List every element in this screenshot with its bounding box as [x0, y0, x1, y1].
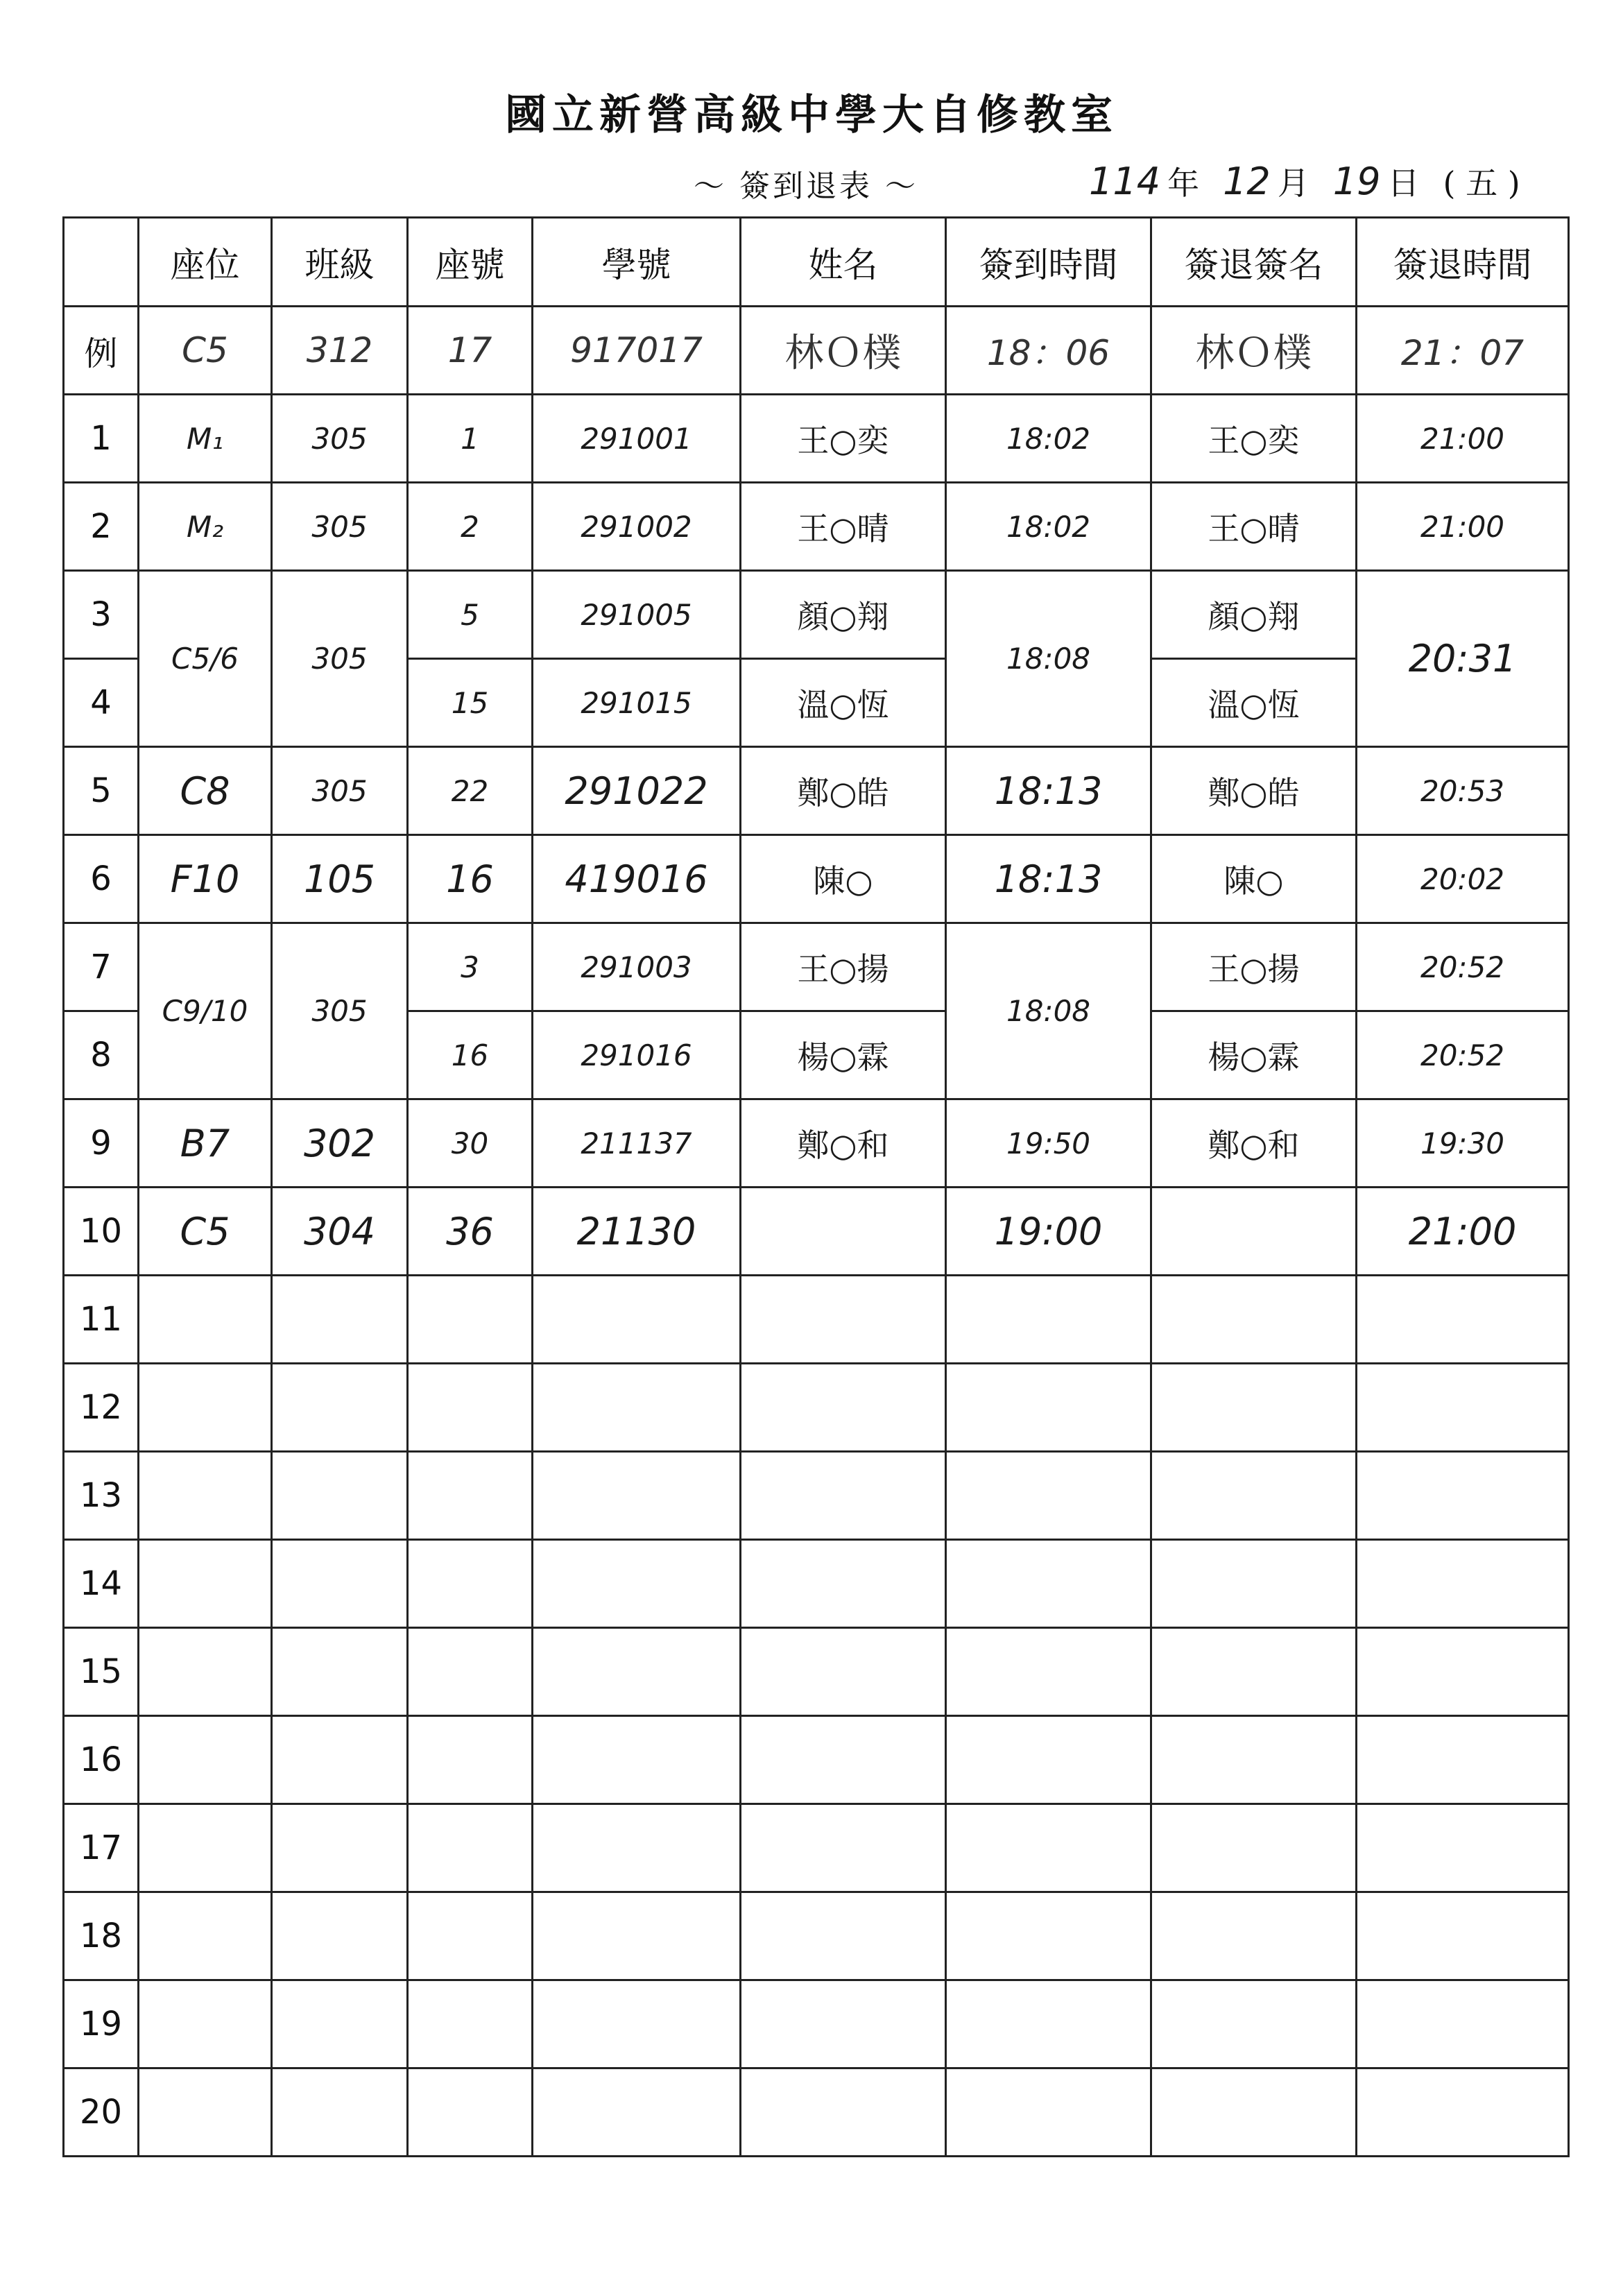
cell-class — [272, 1804, 408, 1892]
col-header-seat: 座位 — [139, 218, 272, 307]
cell-checkin — [946, 1804, 1151, 1892]
cell-checkout-sign: 鄭○皓 — [1151, 747, 1357, 835]
cell-seat — [139, 1628, 272, 1716]
example-student-id: 917017 — [533, 307, 741, 395]
row-number: 11 — [64, 1276, 139, 1364]
date-month: 12 — [1223, 160, 1271, 203]
cell-name: 溫○恆 — [741, 659, 946, 747]
cell-checkout-time: 19:30 — [1357, 1099, 1569, 1188]
row-number: 10 — [64, 1188, 139, 1276]
cell-checkin — [946, 1276, 1151, 1364]
row-number: 14 — [64, 1540, 139, 1628]
row-number: 5 — [64, 747, 139, 835]
cell-number: 3 — [408, 923, 533, 1011]
cell-class — [272, 2068, 408, 2157]
row-number: 2 — [64, 483, 139, 571]
cell-name: 顏○翔 — [741, 571, 946, 659]
table-row — [64, 1892, 1569, 1980]
cell-name: 鄭○和 — [741, 1099, 946, 1188]
cell-checkout-time: 20:52 — [1357, 923, 1569, 1011]
row-number: 6 — [64, 835, 139, 923]
cell-class — [272, 1540, 408, 1628]
table-row — [64, 1099, 1569, 1188]
cell-checkout-time — [1357, 2068, 1569, 2157]
cell-class: 305 — [272, 923, 408, 1099]
col-header-checkin-time: 簽到時間 — [946, 218, 1151, 307]
cell-checkout-time: 21:00 — [1357, 483, 1569, 571]
cell-checkout-sign: 王○晴 — [1151, 483, 1357, 571]
cell-class: 302 — [272, 1099, 408, 1188]
cell-checkin: 18:13 — [946, 747, 1151, 835]
cell-checkout-time: 20:02 — [1357, 835, 1569, 923]
cell-checkout-sign — [1151, 1364, 1357, 1452]
cell-number: 16 — [408, 1011, 533, 1099]
cell-name: 王○奕 — [741, 395, 946, 483]
cell-checkout-sign — [1151, 2068, 1357, 2157]
cell-name: 王○晴 — [741, 483, 946, 571]
cell-number: 2 — [408, 483, 533, 571]
cell-checkout-sign — [1151, 1276, 1357, 1364]
cell-seat: C9/10 — [139, 923, 272, 1099]
cell-seat — [139, 1276, 272, 1364]
date-year: 114 — [1089, 160, 1161, 203]
col-header-number: 座號 — [408, 218, 533, 307]
cell-seat — [139, 1716, 272, 1804]
table-row — [64, 747, 1569, 835]
table-row — [64, 2068, 1569, 2157]
cell-class — [272, 1628, 408, 1716]
cell-class: 305 — [272, 483, 408, 571]
date-day: 19 — [1332, 160, 1381, 203]
cell-number: 15 — [408, 659, 533, 747]
cell-seat: C5/6 — [139, 571, 272, 747]
cell-checkout-sign: 楊○霖 — [1151, 1011, 1357, 1099]
cell-number — [408, 2068, 533, 2157]
row-number: 7 — [64, 923, 139, 1011]
cell-class: 105 — [272, 835, 408, 923]
cell-checkin: 18:02 — [946, 483, 1151, 571]
table-row — [64, 1364, 1569, 1452]
cell-name — [741, 1452, 946, 1540]
cell-seat: M₂ — [139, 483, 272, 571]
cell-checkout-time: 21:00 — [1357, 1188, 1569, 1276]
cell-number — [408, 1804, 533, 1892]
cell-student-id: 291002 — [533, 483, 741, 571]
row-number: 19 — [64, 1980, 139, 2068]
example-checkout-time: 21：07 — [1357, 307, 1569, 395]
cell-class — [272, 1276, 408, 1364]
table-row — [64, 483, 1569, 571]
cell-number — [408, 1540, 533, 1628]
cell-number — [408, 1452, 533, 1540]
header-row — [64, 218, 1569, 307]
cell-number — [408, 1364, 533, 1452]
cell-class — [272, 1716, 408, 1804]
month-label: 月 — [1277, 164, 1309, 202]
cell-checkin: 18:13 — [946, 835, 1151, 923]
cell-class: 305 — [272, 747, 408, 835]
cell-student-id — [533, 1980, 741, 2068]
table-row — [64, 1980, 1569, 2068]
cell-checkin: 19:50 — [946, 1099, 1151, 1188]
row-number: 18 — [64, 1892, 139, 1980]
cell-student-id — [533, 1276, 741, 1364]
example-row — [64, 307, 1569, 395]
example-name: 林Ｏ樸 — [741, 307, 946, 395]
cell-checkin — [946, 1628, 1151, 1716]
cell-seat — [139, 1980, 272, 2068]
cell-student-id — [533, 1716, 741, 1804]
row-number: 8 — [64, 1011, 139, 1099]
cell-name: 陳○ — [741, 835, 946, 923]
cell-checkout-sign: 鄭○和 — [1151, 1099, 1357, 1188]
cell-number: 5 — [408, 571, 533, 659]
cell-checkout-sign — [1151, 1540, 1357, 1628]
cell-name — [741, 1540, 946, 1628]
cell-seat — [139, 1804, 272, 1892]
cell-name — [741, 1804, 946, 1892]
cell-name: 王○揚 — [741, 923, 946, 1011]
cell-checkout-sign: 王○奕 — [1151, 395, 1357, 483]
cell-seat — [139, 1892, 272, 1980]
example-label: 例 — [64, 307, 139, 395]
cell-number: 36 — [408, 1188, 533, 1276]
cell-number — [408, 1276, 533, 1364]
cell-seat: M₁ — [139, 395, 272, 483]
table-row — [64, 395, 1569, 483]
example-number: 17 — [408, 307, 533, 395]
date-line — [1089, 158, 1520, 204]
cell-class — [272, 1892, 408, 1980]
table-row — [64, 1628, 1569, 1716]
col-header-student-id: 學號 — [533, 218, 741, 307]
cell-student-id: 21130 — [533, 1188, 741, 1276]
row-number: 13 — [64, 1452, 139, 1540]
cell-checkout-sign: 王○揚 — [1151, 923, 1357, 1011]
table-row — [64, 1540, 1569, 1628]
cell-number — [408, 1628, 533, 1716]
table-row — [64, 1716, 1569, 1804]
cell-checkout-sign — [1151, 1892, 1357, 1980]
cell-student-id — [533, 2068, 741, 2157]
row-number: 15 — [64, 1628, 139, 1716]
cell-name — [741, 1980, 946, 2068]
cell-seat — [139, 1364, 272, 1452]
table-row — [64, 571, 1569, 659]
cell-checkin — [946, 1452, 1151, 1540]
cell-class — [272, 1364, 408, 1452]
cell-student-id — [533, 1364, 741, 1452]
cell-student-id: 211137 — [533, 1099, 741, 1188]
cell-student-id: 291003 — [533, 923, 741, 1011]
form-subtitle: ～ 簽到退表 ～ — [694, 169, 918, 204]
row-number: 12 — [64, 1364, 139, 1452]
cell-seat: B7 — [139, 1099, 272, 1188]
row-number: 16 — [64, 1716, 139, 1804]
cell-number: 1 — [408, 395, 533, 483]
cell-student-id — [533, 1628, 741, 1716]
cell-seat: F10 — [139, 835, 272, 923]
cell-seat — [139, 1540, 272, 1628]
page-title: 國立新營高級中學大自修教室 — [505, 91, 1118, 139]
cell-class: 304 — [272, 1188, 408, 1276]
cell-checkout-sign: 溫○恆 — [1151, 659, 1357, 747]
example-checkout-sign: 林Ｏ樸 — [1151, 307, 1357, 395]
cell-checkout-sign — [1151, 1804, 1357, 1892]
date-weekday: ( 五 ) — [1443, 164, 1520, 202]
cell-checkout-sign — [1151, 1452, 1357, 1540]
table-row — [64, 1804, 1569, 1892]
cell-checkin: 19:00 — [946, 1188, 1151, 1276]
cell-class: 305 — [272, 395, 408, 483]
cell-checkin: 18:08 — [946, 571, 1151, 747]
row-number: 3 — [64, 571, 139, 659]
cell-student-id — [533, 1804, 741, 1892]
row-number: 4 — [64, 659, 139, 747]
col-header-checkout-sign: 簽退簽名 — [1151, 218, 1357, 307]
cell-seat — [139, 1452, 272, 1540]
cell-class — [272, 1452, 408, 1540]
table-row — [64, 835, 1569, 923]
cell-checkin — [946, 1980, 1151, 2068]
cell-name — [741, 1276, 946, 1364]
col-header-name: 姓名 — [741, 218, 946, 307]
cell-name: 楊○霖 — [741, 1011, 946, 1099]
cell-checkout-sign: 顏○翔 — [1151, 571, 1357, 659]
cell-name — [741, 1188, 946, 1276]
cell-checkout-sign — [1151, 1716, 1357, 1804]
cell-seat: C8 — [139, 747, 272, 835]
cell-number — [408, 1892, 533, 1980]
cell-student-id: 291015 — [533, 659, 741, 747]
cell-checkout-time: 21:00 — [1357, 395, 1569, 483]
cell-student-id — [533, 1892, 741, 1980]
cell-student-id — [533, 1540, 741, 1628]
table-row — [64, 1452, 1569, 1540]
cell-seat: C5 — [139, 1188, 272, 1276]
cell-class: 305 — [272, 571, 408, 747]
cell-number — [408, 1716, 533, 1804]
cell-checkin — [946, 1716, 1151, 1804]
cell-name — [741, 1364, 946, 1452]
cell-checkout-time — [1357, 1364, 1569, 1452]
cell-seat — [139, 2068, 272, 2157]
cell-name — [741, 1628, 946, 1716]
cell-checkout-time: 20:53 — [1357, 747, 1569, 835]
sign-in-table — [62, 216, 1570, 2157]
cell-class — [272, 1980, 408, 2068]
cell-student-id: 291022 — [533, 747, 741, 835]
example-class: 312 — [272, 307, 408, 395]
col-header-checkout-time: 簽退時間 — [1357, 218, 1569, 307]
cell-checkin — [946, 1892, 1151, 1980]
cell-checkout-time — [1357, 1628, 1569, 1716]
cell-checkout-time: 20:52 — [1357, 1011, 1569, 1099]
table-row — [64, 1276, 1569, 1364]
cell-checkout-time — [1357, 1716, 1569, 1804]
example-checkin: 18：06 — [946, 307, 1151, 395]
cell-checkin — [946, 1364, 1151, 1452]
example-seat: C5 — [139, 307, 272, 395]
row-number: 20 — [64, 2068, 139, 2157]
cell-name: 鄭○皓 — [741, 747, 946, 835]
cell-checkout-time — [1357, 1540, 1569, 1628]
col-header-index — [64, 218, 139, 307]
cell-checkin: 18:02 — [946, 395, 1151, 483]
cell-name — [741, 2068, 946, 2157]
cell-checkout-time — [1357, 1276, 1569, 1364]
table-row — [64, 923, 1569, 1011]
row-number: 1 — [64, 395, 139, 483]
cell-number: 30 — [408, 1099, 533, 1188]
cell-name — [741, 1892, 946, 1980]
cell-checkout-time — [1357, 1804, 1569, 1892]
row-number: 17 — [64, 1804, 139, 1892]
cell-number: 16 — [408, 835, 533, 923]
cell-student-id — [533, 1452, 741, 1540]
table-row — [64, 1188, 1569, 1276]
cell-checkout-sign — [1151, 1628, 1357, 1716]
col-header-class: 班級 — [272, 218, 408, 307]
cell-student-id: 419016 — [533, 835, 741, 923]
cell-checkin — [946, 2068, 1151, 2157]
day-label: 日 — [1387, 164, 1420, 202]
cell-checkout-sign — [1151, 1188, 1357, 1276]
cell-checkout-time — [1357, 1892, 1569, 1980]
year-label: 年 — [1167, 164, 1200, 202]
cell-name — [741, 1716, 946, 1804]
cell-checkin: 18:08 — [946, 923, 1151, 1099]
cell-checkout-time — [1357, 1980, 1569, 2068]
cell-checkout-sign — [1151, 1980, 1357, 2068]
row-number: 9 — [64, 1099, 139, 1188]
cell-student-id: 291005 — [533, 571, 741, 659]
cell-checkout-sign: 陳○ — [1151, 835, 1357, 923]
cell-student-id: 291001 — [533, 395, 741, 483]
cell-checkout-time — [1357, 1452, 1569, 1540]
cell-number: 22 — [408, 747, 533, 835]
cell-checkin — [946, 1540, 1151, 1628]
cell-number — [408, 1980, 533, 2068]
cell-checkout-time: 20:31 — [1357, 571, 1569, 747]
cell-student-id: 291016 — [533, 1011, 741, 1099]
